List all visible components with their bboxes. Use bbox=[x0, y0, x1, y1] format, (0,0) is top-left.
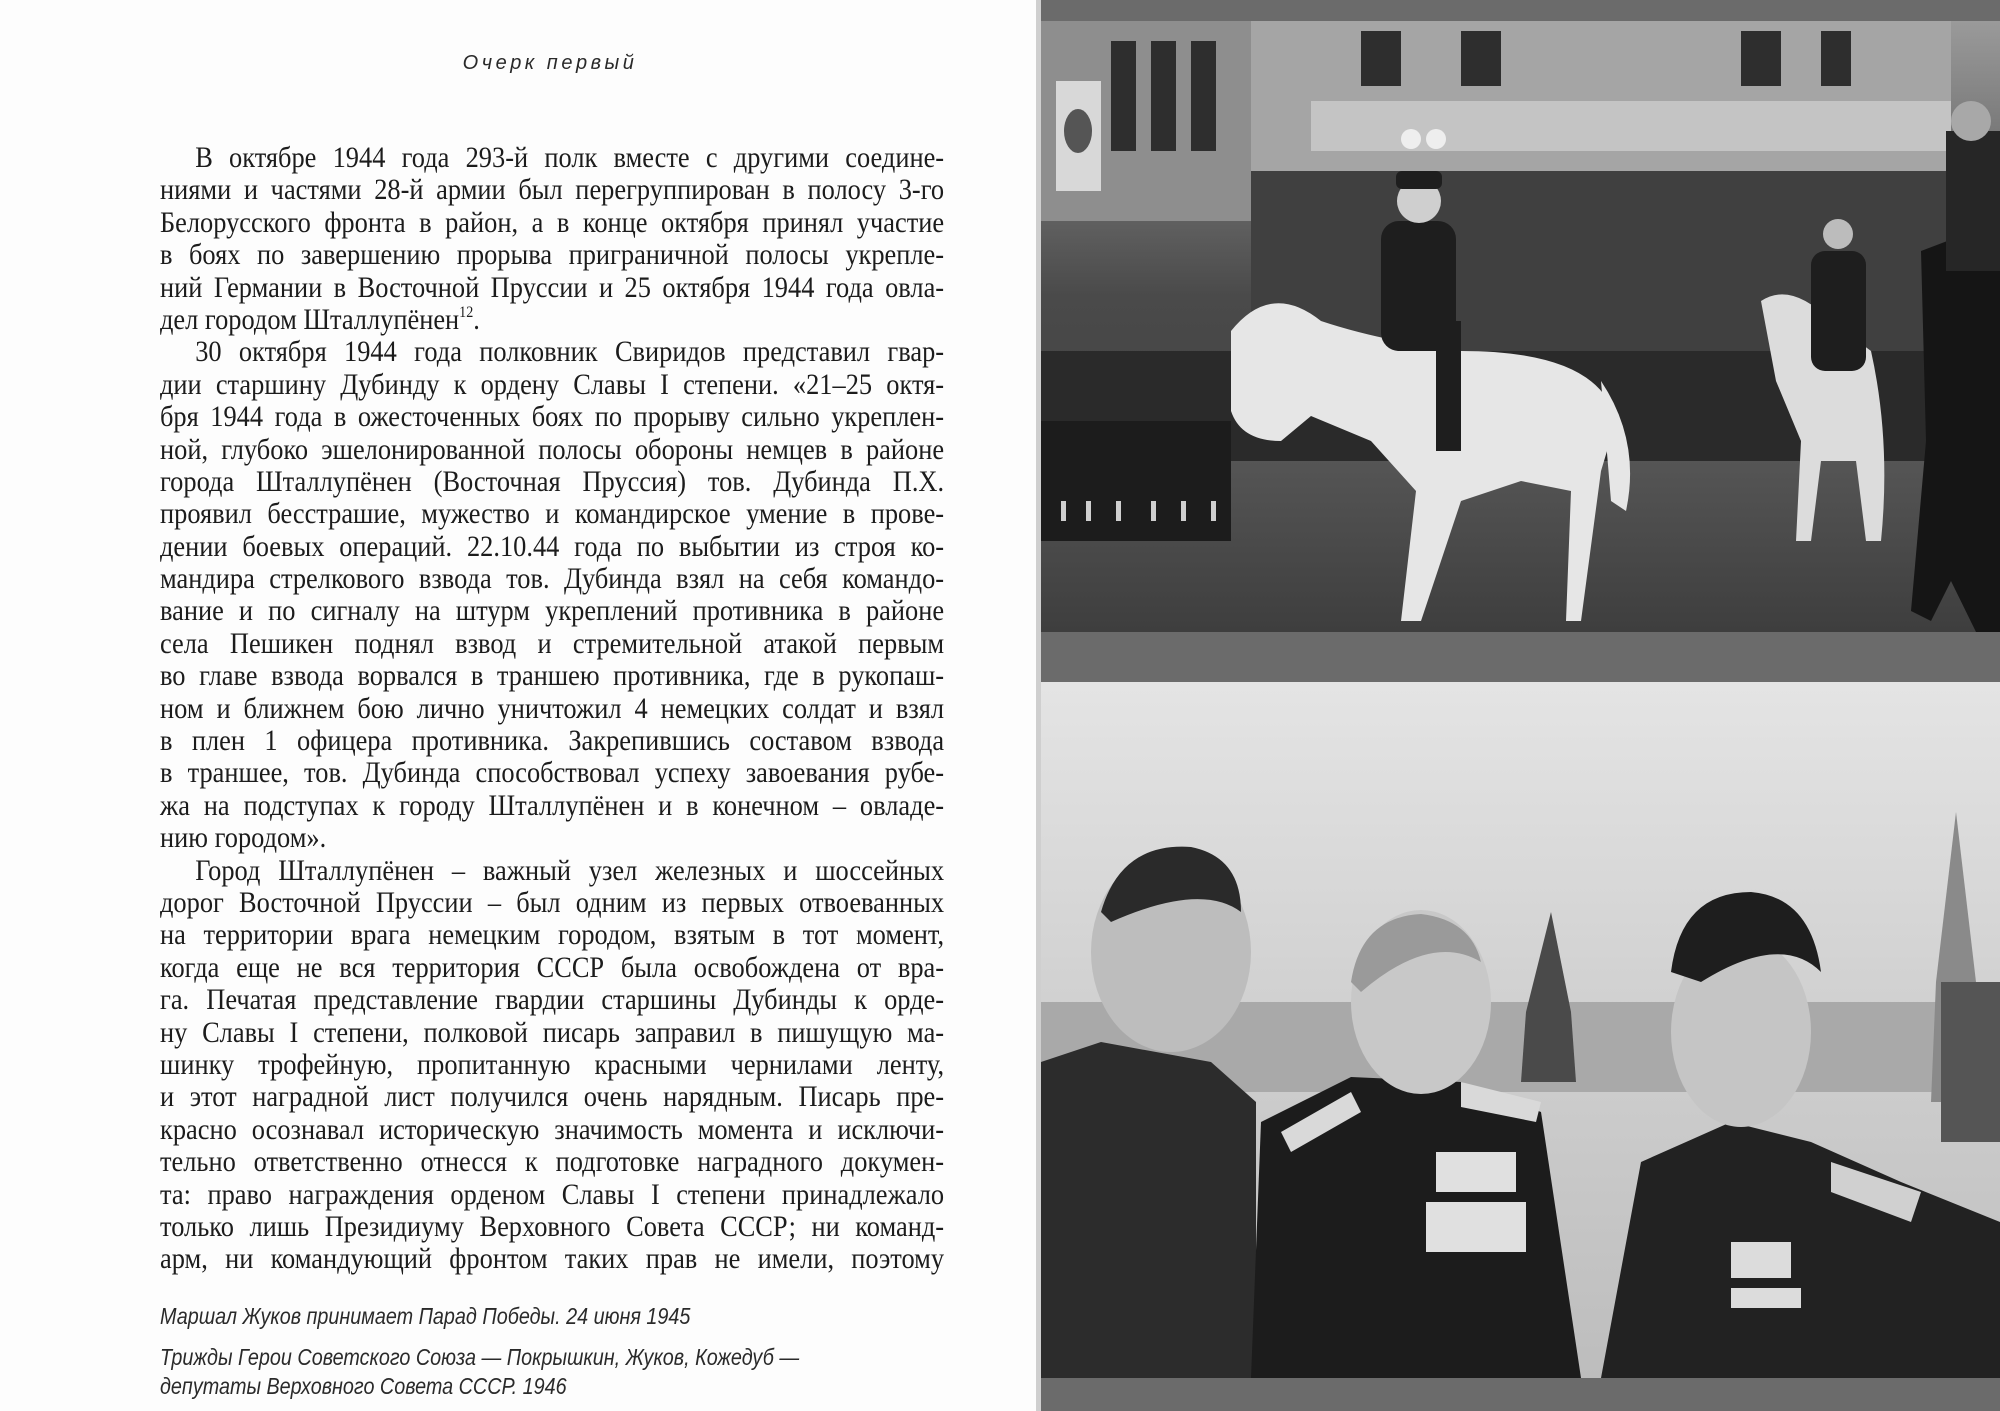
text-line bbox=[160, 239, 944, 271]
text-line bbox=[160, 693, 944, 725]
text-line-content: арм, ни командующий фронтом таких прав не имели, поэтому bbox=[160, 1242, 945, 1276]
text-line-content: красно осознавал историческую значимость момента и исключи- bbox=[160, 1112, 945, 1146]
text-line bbox=[160, 531, 944, 563]
text-line-content: дел городом Шталлупёнен bbox=[160, 302, 460, 336]
text-line-content: бря 1944 года в ожесточенных боях по прорыву сильно укреплен- bbox=[160, 400, 945, 434]
text-line-content: Белорусского фронта в район, а в конце октября принял участие bbox=[160, 205, 945, 239]
text-line-content: во главе взвода ворвался в траншею противника, где в рукопаш- bbox=[160, 659, 945, 693]
text-line-content: мандира стрелкового взвода тов. Дубинда взял на себя командо- bbox=[160, 562, 945, 596]
text-line bbox=[160, 595, 944, 627]
text-line-content: ний Германии в Восточной Пруссии и 25 октября 1944 года овла- bbox=[160, 270, 945, 304]
text-line bbox=[160, 498, 944, 530]
photo-three-heroes bbox=[1041, 682, 2000, 1378]
text-line bbox=[160, 434, 944, 466]
text-line-content: та: право награждения орденом Славы I степени принадлежало bbox=[160, 1177, 945, 1211]
text-line bbox=[160, 1179, 944, 1211]
paragraph bbox=[160, 142, 944, 336]
text-line bbox=[160, 272, 944, 304]
text-line-content: села Пешикен поднял взвод и стремительной атакой первым bbox=[160, 626, 945, 660]
text-line bbox=[160, 790, 944, 822]
text-line bbox=[160, 919, 944, 951]
text-line bbox=[160, 952, 944, 984]
paragraph bbox=[160, 336, 944, 854]
caption-bottom-photo-line1: Трижды Герои Советского Союза — Покрышкин, Жуков, Кожедуб — bbox=[160, 1344, 800, 1370]
text-line-tail: . bbox=[473, 302, 480, 336]
text-line-content: ном и ближнем бою лично уничтожил 4 немецких солдат и взял bbox=[160, 691, 945, 725]
text-line bbox=[160, 174, 944, 206]
running-head: Очерк первый bbox=[462, 52, 638, 74]
text-line bbox=[160, 304, 944, 336]
footnote-marker[interactable]: 12 bbox=[459, 303, 474, 321]
text-line bbox=[160, 1211, 944, 1243]
text-line-content: в плен 1 офицера противника. Закрепившись составом взвода bbox=[160, 724, 945, 758]
text-line bbox=[160, 1017, 944, 1049]
text-line bbox=[160, 336, 944, 368]
text-line-content: только лишь Президиуму Верховного Совета СССР; ни команд- bbox=[160, 1209, 945, 1243]
text-line-content: дении боевых операций. 22.10.44 года по выбытии из строя ко- bbox=[160, 529, 945, 563]
text-line bbox=[160, 855, 944, 887]
text-line-content: когда еще не вся территория СССР была освобождена от вра- bbox=[160, 950, 945, 984]
text-line-content: в боях по завершению прорыва приграничной полосы укрепле- bbox=[160, 238, 945, 272]
text-line-content: на территории врага немецким городом, взятым в тот момент, bbox=[160, 918, 945, 952]
text-line-content: Город Шталлупёнен – важный узел железных и шоссейных bbox=[195, 853, 945, 887]
text-line-content: и этот наградной лист получился очень нарядным. Писарь пре- bbox=[160, 1080, 945, 1114]
photo-captions bbox=[160, 1302, 1020, 1401]
photo-victory-parade bbox=[1041, 21, 2000, 632]
text-line-content: шинку трофейную, пропитанную красными чернилами ленту, bbox=[160, 1047, 945, 1081]
text-line bbox=[160, 628, 944, 660]
text-line bbox=[160, 401, 944, 433]
paragraph bbox=[160, 855, 944, 1276]
text-line-content: ну Славы I степени, полковой писарь заправил в пишущую ма- bbox=[160, 1015, 945, 1049]
caption-top-photo: Маршал Жуков принимает Парад Победы. 24 июня 1945 bbox=[160, 1303, 691, 1329]
text-line-content: вание и по сигналу на штурм укреплений противника в районе bbox=[160, 594, 945, 628]
text-line bbox=[160, 207, 944, 239]
text-line bbox=[160, 1081, 944, 1113]
text-line-content: дии старшину Дубинду к ордену Славы I степени. «21–25 октя- bbox=[160, 367, 945, 401]
text-line bbox=[160, 984, 944, 1016]
text-line-content: нию городом». bbox=[160, 821, 327, 855]
text-line-content: га. Печатая представление гвардии старшины Дубинды к орде- bbox=[160, 983, 945, 1017]
text-line-content: города Шталлупёнен (Восточная Пруссия) тов. Дубинда П.Х. bbox=[160, 464, 945, 498]
text-line-content: жа на подступах к городу Шталлупёнен и в конечном – овладе- bbox=[160, 788, 945, 822]
text-line bbox=[160, 563, 944, 595]
text-line bbox=[160, 1114, 944, 1146]
text-line bbox=[160, 1049, 944, 1081]
text-line bbox=[160, 822, 944, 854]
text-line-content: 30 октября 1944 года полковник Свиридов представил гвар- bbox=[195, 335, 945, 369]
body-text bbox=[160, 142, 944, 1276]
text-line-content: ной, глубоко эшелонированной полосы обороны немцев в районе bbox=[160, 432, 945, 466]
text-line bbox=[160, 1243, 944, 1275]
text-line-content: проявил бесстрашие, мужество и командирское умение в прове- bbox=[160, 497, 945, 531]
text-line-content: в траншее, тов. Дубинда способствовал успеху завоевания рубе- bbox=[160, 756, 945, 790]
text-line-content: дорог Восточной Пруссии – был одним из первых отвоеванных bbox=[160, 885, 945, 919]
text-line-content: тельно ответственно отнесся к подготовке наградного докумен- bbox=[160, 1145, 945, 1179]
text-line bbox=[160, 887, 944, 919]
text-line bbox=[160, 725, 944, 757]
text-line bbox=[160, 142, 944, 174]
text-line-content: ниями и частями 28-й армии был перегруппирован в полосу 3-го bbox=[160, 173, 945, 207]
text-line bbox=[160, 757, 944, 789]
text-line bbox=[160, 466, 944, 498]
text-line bbox=[160, 1146, 944, 1178]
text-line-content: В октябре 1944 года 293-й полк вместе с другими соедине- bbox=[195, 141, 945, 174]
text-line bbox=[160, 660, 944, 692]
caption-bottom-photo-line2: депутаты Верховного Совета СССР. 1946 bbox=[160, 1373, 567, 1399]
text-line bbox=[160, 369, 944, 401]
